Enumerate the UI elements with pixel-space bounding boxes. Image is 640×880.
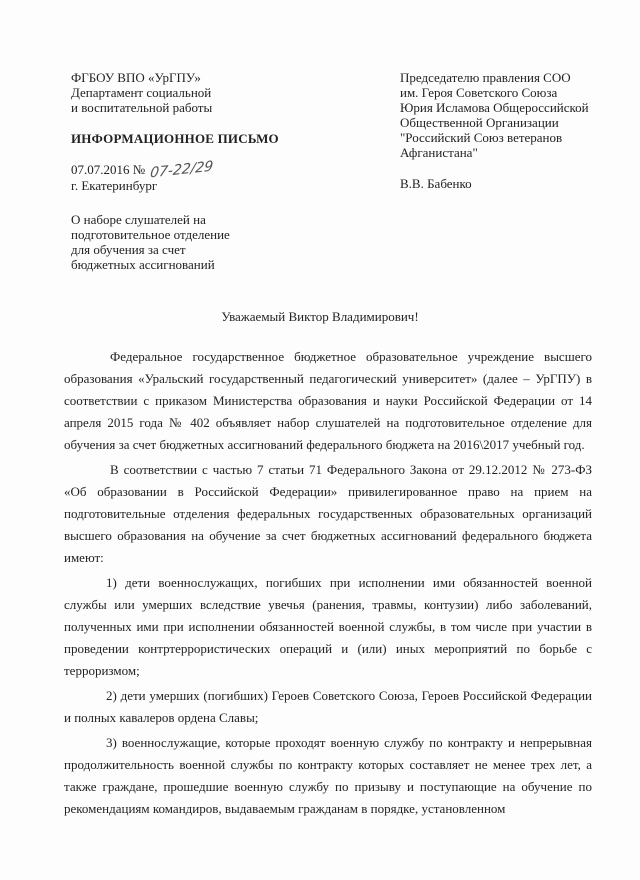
sender-department: Департамент социальной bbox=[71, 85, 212, 100]
body-paragraph: Федеральное государственное бюджетное образовательное учреждение высшего образования «Уральский государственный педагогический университет» (далее – УрГПУ) в соответствии с приказом Министерства образования и науки Российской Федерации от 14 апреля 2015 года № 402 объявляет набор слушателей на подготовительное отделение для обучения за счет бюджетных ассигнований федерального бюджета на 2016\2017 учебный год. bbox=[64, 349, 592, 452]
subject-line: для обучения за счет bbox=[71, 242, 186, 257]
subject-block bbox=[71, 212, 331, 272]
list-item: 3) военнослужащие, которые проходят военную службу по контракту и непрерывная продолжительность военной службы по контракту которых составляет не менее трех лет, а также граждане, прошедшие военную службу по призыву и поступающие на обучение по рекомендациям командиров, выдаваемым гражданам в порядке, установленном bbox=[64, 735, 592, 816]
recipient-name: В.В. Бабенко bbox=[400, 176, 472, 191]
recipient-line: им. Героя Советского Союза bbox=[400, 85, 558, 100]
subject-line: подготовительное отделение bbox=[71, 227, 230, 242]
sender-block bbox=[71, 70, 331, 272]
document-date: 07.07.2016 № bbox=[71, 162, 146, 177]
recipient-line: "Российский Союз ветеранов bbox=[400, 130, 563, 145]
recipient-line: Афганистана" bbox=[400, 145, 478, 160]
recipient-line: Общественной Организации bbox=[400, 115, 559, 130]
date-reference bbox=[71, 158, 331, 182]
handwritten-doc-number: 07-22/29 bbox=[149, 158, 215, 182]
document-city: г. Екатеринбург bbox=[71, 178, 158, 193]
sender-department-cont: и воспитательной работы bbox=[71, 100, 213, 115]
subject-line: бюджетных ассигнований bbox=[71, 257, 215, 272]
recipient-line: Председателю правления СОО bbox=[400, 70, 571, 85]
letter-body bbox=[64, 346, 592, 820]
greeting: Уважаемый Виктор Владимирович! bbox=[221, 309, 419, 324]
recipient-block bbox=[400, 70, 620, 191]
document-title: ИНФОРМАЦИОННОЕ ПИСЬМО bbox=[71, 131, 279, 146]
list-item: 1) дети военнослужащих, погибших при исполнении ими обязанностей военной службы или умерших вследствие увечья (ранения, травмы, контузии) либо заболеваний, полученных ими при исполнении обязанностей военной службы, в том числе при участии в проведении контртеррористических операций и (или) иных мероприятий по борьбе с терроризмом; bbox=[64, 575, 592, 678]
recipient-line: Юрия Исламова Общероссийской bbox=[400, 100, 589, 115]
subject-line: О наборе слушателей на bbox=[71, 212, 206, 227]
sender-org-name: ФГБОУ ВПО «УрГПУ» bbox=[71, 70, 201, 85]
body-paragraph: В соответствии с частью 7 статьи 71 Федерального Закона от 29.12.2012 № 273-ФЗ «Об образовании в Российской Федерации» привилегированное право на прием на подготовительные отделения федеральных государственных образовательных организаций высшего образования на обучение за счет бюджетных ассигнований федерального бюджета имеют: bbox=[64, 462, 592, 565]
list-item: 2) дети умерших (погибших) Героев Советского Союза, Героев Российской Федерации и полных кавалеров ордена Славы; bbox=[64, 688, 592, 725]
